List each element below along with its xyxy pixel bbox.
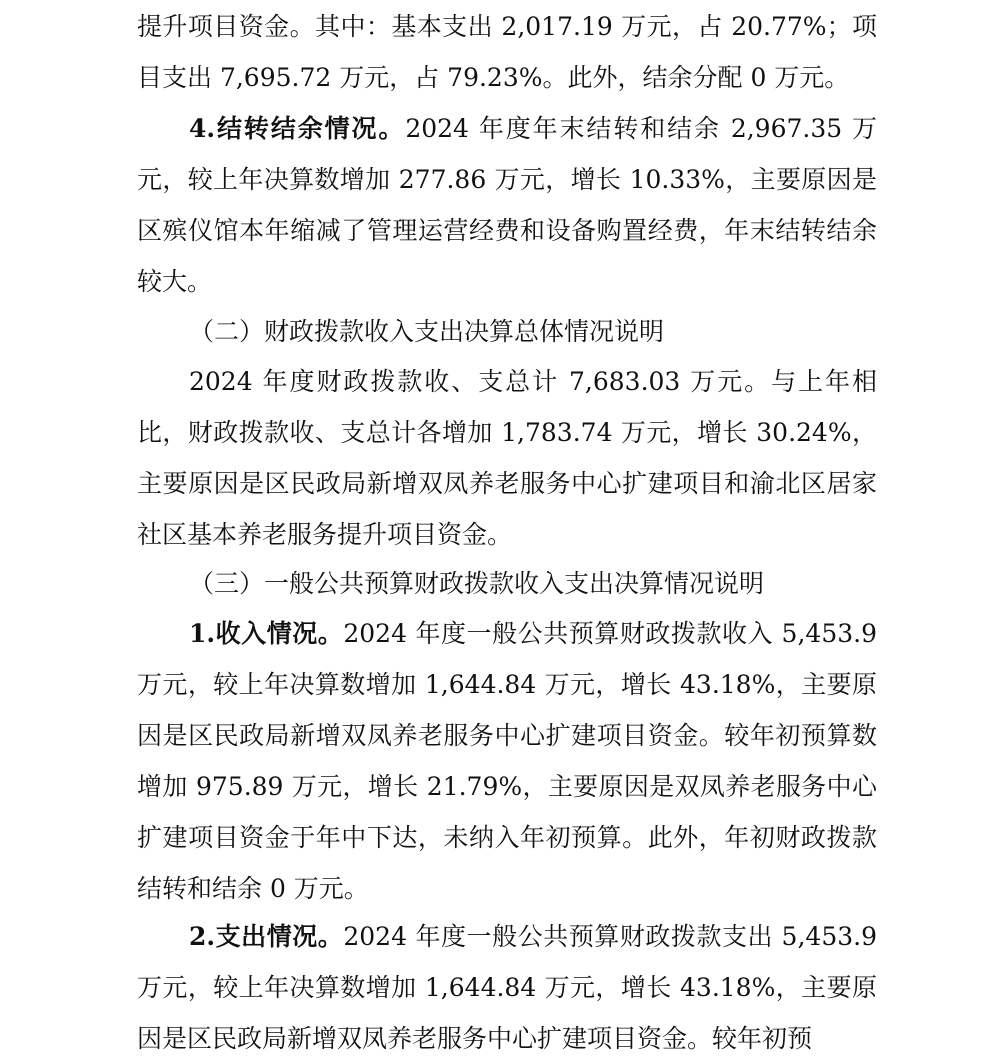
paragraph-text: 2024 年度一般公共预算财政拨款收入 5,453.9 万元，较上年决算数增加 1,644.84 万元，增长 43.18%，主要原因是区民政局新增双凤养老服务中心扩建项目资金。较年初预算数增加 975.89 万元，增长 21.79%，主要原因是双凤养老服务中心扩建项目资金于年中下达，未纳入年初预算。此外，年初财政拨款结转和结余 0 万元。 — [137, 619, 877, 903]
paragraph-lead: 1.收入情况。 — [189, 619, 344, 648]
paragraph-expenditure — [137, 911, 877, 1056]
paragraph-lead: 2.支出情况。 — [189, 922, 344, 951]
section-heading-fiscal-overview — [189, 306, 889, 357]
paragraph-fiscal-total — [137, 356, 877, 560]
paragraph-income — [137, 608, 877, 914]
paragraph-lead: 4.结转结余情况。 — [189, 114, 406, 143]
heading-text: （三）一般公共预算财政拨款收入支出决算情况说明 — [189, 569, 765, 598]
heading-text: （二）财政拨款收入支出决算总体情况说明 — [189, 317, 665, 346]
paragraph-carryover-balance — [137, 103, 877, 307]
section-heading-general-budget — [189, 558, 889, 609]
paragraph-project-funds — [137, 1, 877, 103]
paragraph-text: 2024 年度财政拨款收、支总计 7,683.03 万元。与上年相比，财政拨款收、支总计各增加 1,783.74 万元，增长 30.24%，主要原因是区民政局新增双凤养老服务中心扩建项目和渝北区居家社区基本养老服务提升项目资金。 — [137, 367, 877, 549]
paragraph-text: 2024 年度一般公共预算财政拨款支出 5,453.9 万元，较上年决算数增加 1,644.84 万元，增长 43.18%，主要原因是区民政局新增双凤养老服务中心扩建项目资金。较年初预 — [137, 922, 877, 1053]
paragraph-text: 提升项目资金。其中：基本支出 2,017.19 万元，占 20.77%；项目支出 7,695.72 万元，占 79.23%。此外，结余分配 0 万元。 — [137, 12, 877, 92]
paragraph-text: 2024 年度年末结转和结余 2,967.35 万元，较上年决算数增加 277.86 万元，增长 10.33%，主要原因是区殡仪馆本年缩减了管理运营经费和设备购置经费，年末结转结余较大。 — [137, 114, 877, 296]
